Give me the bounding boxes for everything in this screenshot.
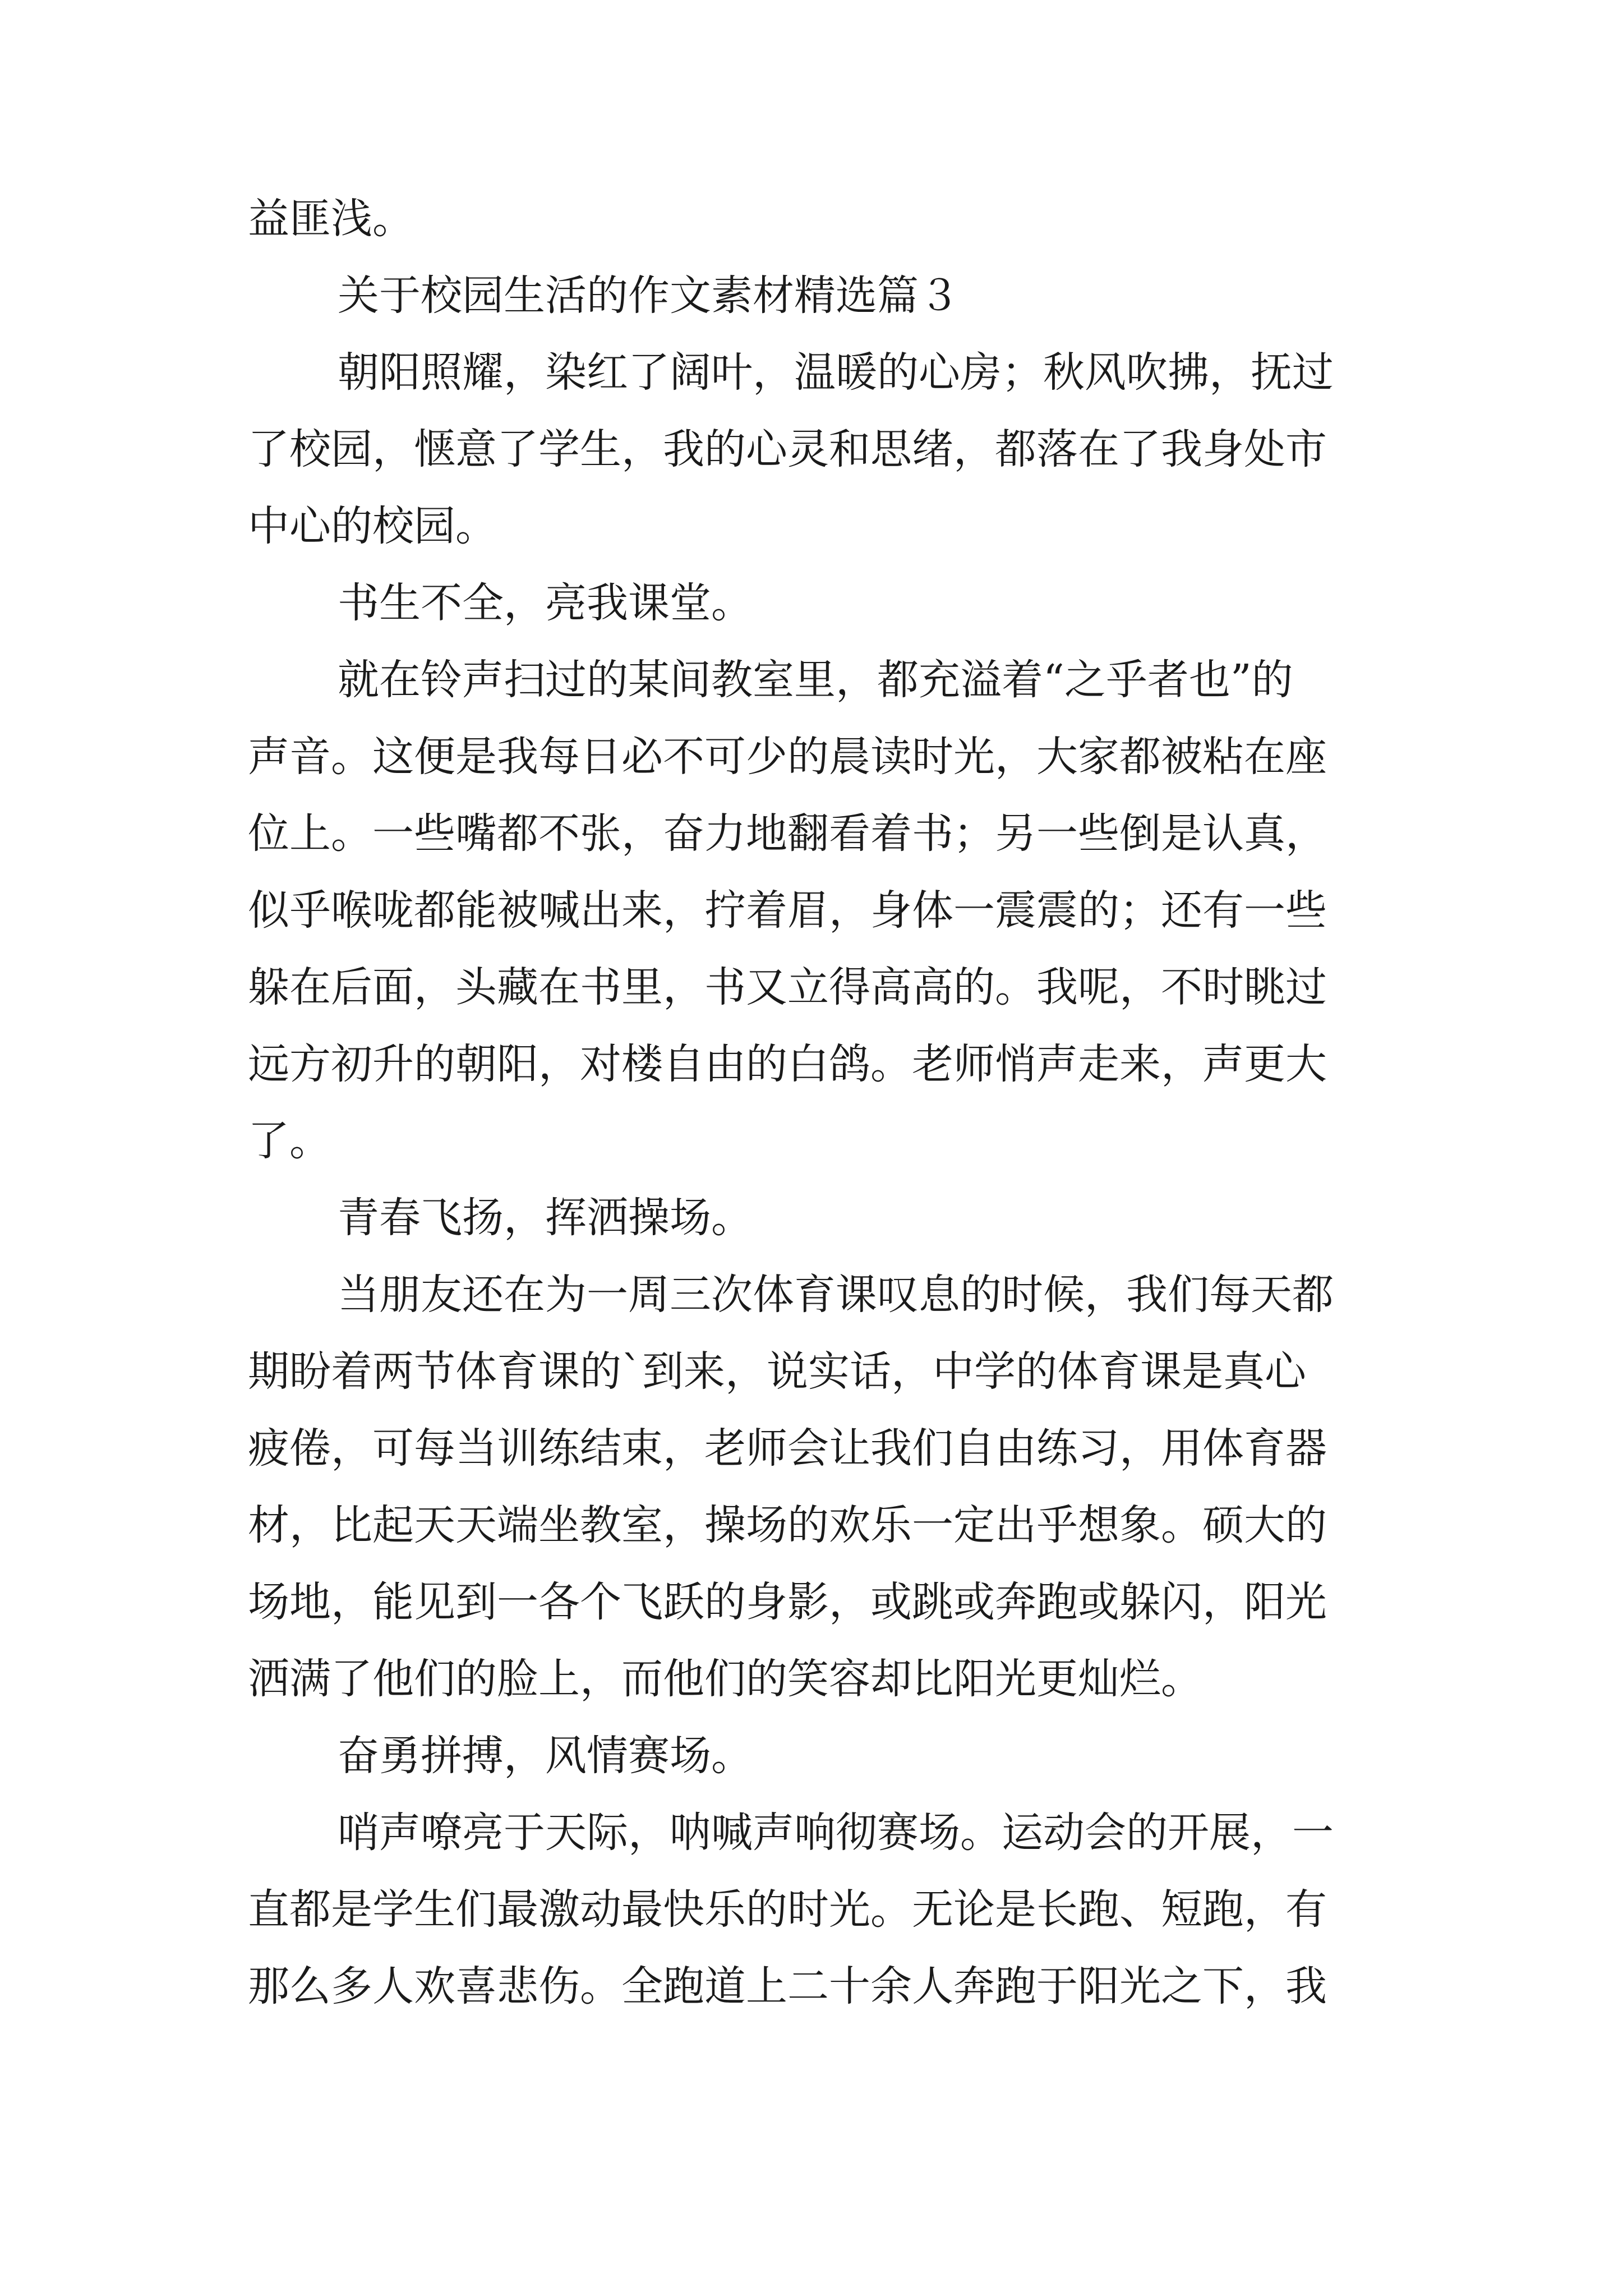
paragraph-line: 躲在后面，头藏在书里，书又立得高高的。我呢，不时眺过 bbox=[248, 963, 1327, 1011]
paragraph-line: 了。 bbox=[248, 1117, 331, 1165]
paragraph-line: 哨声嘹亮于天际，呐喊声响彻赛场。运动会的开展，一 bbox=[338, 1809, 1334, 1857]
paragraph-line: 直都是学生们最激动最快乐的时光。无论是长跑、短跑，有 bbox=[248, 1885, 1327, 1934]
paragraph-line: 中心的校园。 bbox=[248, 502, 497, 550]
paragraph-line: 了校园，惬意了学生，我的心灵和思绪，都落在了我身处市 bbox=[248, 425, 1327, 473]
paragraph-line: 期盼着两节体育课的`到来，说实话，中学的体育课是真心 bbox=[248, 1347, 1306, 1396]
subheading-line: 奋勇拼搏，风情赛场。 bbox=[338, 1732, 753, 1780]
paragraph-line: 似乎喉咙都能被喊出来，拧着眉，身体一震震的；还有一些 bbox=[248, 886, 1327, 935]
paragraph-line: 疲倦，可每当训练结束，老师会让我们自由练习，用体育器 bbox=[248, 1424, 1327, 1473]
paragraph-line: 朝阳照耀，染红了阔叶，温暖的心房；秋风吹拂，抚过 bbox=[338, 348, 1334, 397]
paragraph-line: 声音。这便是我每日必不可少的晨读时光，大家都被粘在座 bbox=[248, 733, 1327, 781]
paragraph-continuation-line: 益匪浅。 bbox=[248, 195, 414, 243]
subheading-line: 书生不全，亮我课堂。 bbox=[338, 579, 753, 627]
paragraph-line: 那么多人欢喜悲伤。全跑道上二十余人奔跑于阳光之下，我 bbox=[248, 1962, 1327, 2010]
paragraph-line: 就在铃声扫过的某间教室里，都充溢着“之乎者也”的 bbox=[338, 656, 1293, 704]
paragraph-line: 位上。一些嘴都不张，奋力地翻看着书；另一些倒是认真， bbox=[248, 809, 1327, 858]
paragraph-line: 场地，能见到一各个飞跃的身影，或跳或奔跑或躲闪，阳光 bbox=[248, 1578, 1327, 1626]
paragraph-line: 洒满了他们的脸上，而他们的笑容却比阳光更灿烂。 bbox=[248, 1655, 1202, 1703]
subheading-line: 青春飞扬，挥洒操场。 bbox=[338, 1194, 753, 1242]
section-heading: 关于校园生活的作文素材精选篇３ bbox=[338, 272, 960, 320]
paragraph-line: 远方初升的朝阳，对楼自由的白鸽。老师悄声走来，声更大 bbox=[248, 1040, 1327, 1088]
paragraph-line: 材，比起天天端坐教室，操场的欢乐一定出乎想象。硕大的 bbox=[248, 1501, 1327, 1549]
paragraph-line: 当朋友还在为一周三次体育课叹息的时候，我们每天都 bbox=[338, 1271, 1334, 1319]
